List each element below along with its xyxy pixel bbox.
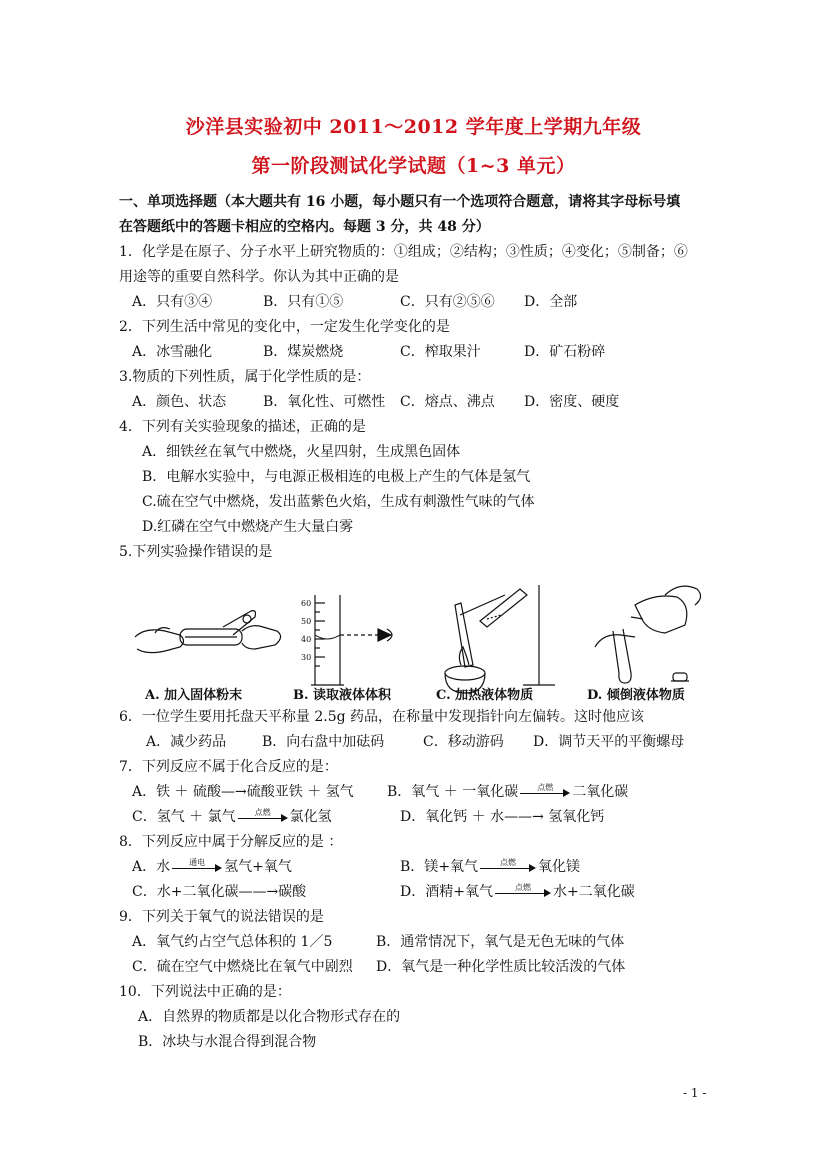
- q2-option-a: A．冰雪融化: [132, 344, 213, 360]
- q1-option-c: C．只有②⑤⑥: [400, 294, 495, 310]
- scale-label-30: 30: [301, 653, 312, 662]
- q3-option-c: C．熔点、沸点: [400, 394, 495, 410]
- q4-option-c: C.硫在空气中燃烧，发出蓝紫色火焰，生成有刺激性气味的气体: [142, 494, 535, 510]
- q8-option-d: [400, 883, 635, 901]
- q1-option-d: D．全部: [524, 294, 578, 310]
- q5-experiment-figure: [125, 575, 710, 705]
- q8-d-products: 水+二氧化碳: [552, 884, 635, 900]
- figure-b-cylinder: [311, 595, 392, 685]
- q2-option-d: D．矿石粉碎: [524, 344, 606, 360]
- reaction-arrow: [520, 783, 570, 798]
- reaction-arrow: [480, 858, 536, 873]
- figure-a-powder: [135, 611, 281, 653]
- q10-stem: 10．下列说法中正确的是：: [119, 984, 291, 1000]
- condition-label: 点燃: [537, 783, 554, 792]
- q9-option-d: D．氧气是一种化学性质比较活泼的气体: [376, 959, 626, 975]
- q7-option-b: [387, 783, 628, 801]
- q9-stem: 9．下列关于氧气的说法错误的是: [119, 909, 324, 925]
- section-heading-line-1: 一、单项选择题（本大题共有 16 小题，每小题只有一个选项符合题意，请将其字母标号填: [119, 194, 681, 210]
- q10-option-b: B．冰块与水混合得到混合物: [138, 1034, 317, 1050]
- q7-option-a: A．铁 ＋ 硫酸—→硫酸亚铁 ＋ 氢气: [132, 784, 354, 800]
- q7-c-product: 氯化氢: [289, 809, 332, 825]
- q3-option-d: D．密度、硬度: [524, 394, 620, 410]
- q4-option-d: D.红磷在空气中燃烧产生大量白雾: [142, 519, 354, 535]
- section-heading-line-2: 在答题纸中的答题卡相应的空格内。每题 3 分，共 48 分）: [119, 219, 490, 235]
- q4-option-b: B．电解水实验中，与电源正极相连的电极上产生的气体是氢气: [142, 469, 531, 485]
- q6-option-d: D．调节天平的平衡螺母: [533, 734, 685, 750]
- q7-c-reactants: C．氢气 ＋ 氯气: [132, 809, 236, 825]
- scale-label-50: 50: [301, 617, 312, 626]
- figure-c-heating: [445, 585, 555, 693]
- q7-stem: 7．下列反应不属于化合反应的是：: [119, 759, 338, 775]
- q7-b-reactants: B．氧气 ＋ 一氧化碳: [387, 784, 519, 800]
- q1-option-b: B．只有①⑤: [263, 294, 344, 310]
- page-number: - 1 -: [683, 1086, 707, 1100]
- scale-label-60: 60: [301, 599, 312, 608]
- exam-title-line-1: 沙洋县实验初中 2011～2012 学年度上学期九年级: [185, 116, 642, 138]
- reaction-arrow: [495, 883, 551, 898]
- caption-b: B. 读取液体体积: [293, 688, 392, 703]
- condition-label: 点燃: [500, 858, 517, 867]
- condition-label: 点燃: [514, 883, 531, 892]
- q7-option-d: D．氧化钙 ＋ 水——→ 氢氧化钙: [400, 809, 605, 825]
- q3-stem: 3.物质的下列性质，属于化学性质的是：: [119, 369, 371, 385]
- q1-option-a: A．只有③④: [132, 294, 213, 310]
- q4-stem: 4．下列有关实验现象的描述，正确的是: [119, 419, 366, 435]
- scale-label-40: 40: [301, 635, 312, 644]
- exam-title-line-2: 第一阶段测试化学试题（1~3 单元）: [251, 155, 576, 177]
- q4-option-a: A．细铁丝在氧气中燃烧，火星四射，生成黑色固体: [142, 444, 461, 460]
- q2-option-b: B．煤炭燃烧: [263, 344, 344, 360]
- q6-option-b: B．向右盘中加砝码: [262, 734, 385, 750]
- q8-option-b: [400, 858, 580, 876]
- figure-d-pouring: [595, 586, 701, 683]
- q8-d-reactants: D．酒精+氧气: [400, 884, 493, 900]
- q8-option-a: [132, 858, 292, 876]
- q6-stem: 6．一位学生要用托盘天平称量 2.5g 药品，在称量中发现指针向左偏转。这时他应该: [119, 709, 645, 725]
- q3-option-a: A．颜色、状态: [132, 394, 227, 410]
- q7-option-c: [132, 808, 332, 826]
- caption-a: A. 加入固体粉末: [145, 688, 243, 703]
- reaction-arrow: [238, 808, 288, 823]
- q6-option-a: A．减少药品: [146, 734, 227, 750]
- caption-c: C. 加热液体物质: [436, 688, 534, 703]
- q8-b-reactants: B．镁+氧气: [400, 859, 479, 875]
- condition-label: 通电: [189, 858, 206, 867]
- q8-b-product: 氧化镁: [538, 859, 581, 875]
- q2-option-c: C．榨取果汁: [400, 344, 481, 360]
- q8-stem: 8．下列反应中属于分解反应的是 ：: [119, 834, 343, 850]
- q7-b-product: 二氧化碳: [572, 784, 629, 800]
- q9-option-a: A．氧气约占空气总体积的 1／5: [132, 934, 333, 950]
- q1-stem-line-2: 用途等的重要自然科学。你认为其中正确的是: [119, 269, 399, 285]
- q3-option-b: B．氧化性、可燃性: [263, 394, 386, 410]
- q8-option-c: C．水+二氧化碳——→碳酸: [132, 884, 307, 900]
- q2-stem: 2．下列生活中常见的变化中，一定发生化学变化的是: [119, 319, 450, 335]
- q6-option-c: C．移动游码: [423, 734, 504, 750]
- q5-stem: 5.下列实验操作错误的是: [119, 544, 273, 560]
- q9-option-c: C．硫在空气中燃烧比在氧气中剧烈: [132, 959, 353, 975]
- q9-option-b: B．通常情况下，氧气是无色无味的气体: [376, 934, 625, 950]
- caption-d: D. 倾倒液体物质: [587, 688, 685, 703]
- q10-option-a: A．自然界的物质都是以化合物形式存在的: [138, 1009, 401, 1025]
- q1-stem-line-1: 1．化学是在原子、分子水平上研究物质的：①组成；②结构；③性质；④变化；⑤制备；⑥: [119, 244, 688, 260]
- reaction-arrow: [172, 858, 222, 873]
- q8-a-reactants: A．水: [132, 859, 171, 875]
- condition-label: 点燃: [254, 808, 271, 817]
- q8-a-products: 氢气+氧气: [224, 859, 292, 875]
